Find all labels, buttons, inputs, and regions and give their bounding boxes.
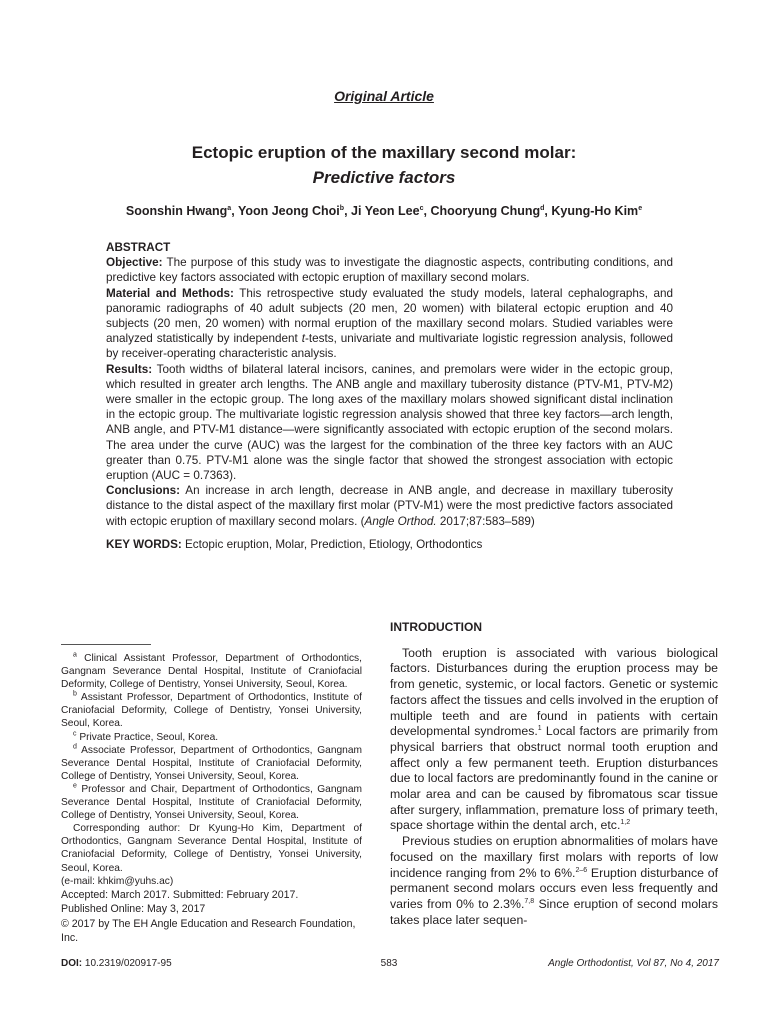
footnote-item: [61, 652, 362, 691]
reference-citation[interactable]: 2–6: [575, 866, 588, 874]
methods-text: This retrospective study evaluated the study models, lateral cephalographs, and panoramic radiographs of 40 adult subjects (20 men, 20 women) with bilateral ectopic eruption and 40 subjects (20 men, 20 women) with normal eruption of the maxillary second molars. Studied variables were analyzed statistically by independent: [106, 286, 673, 346]
abstract-conclusions: [106, 483, 673, 529]
footnote-item: [61, 783, 362, 822]
introduction-section: [390, 620, 718, 928]
reference-citation[interactable]: 1: [537, 725, 542, 733]
journal-info: Angle Orthodontist, Vol 87, No 4, 2017: [548, 958, 719, 969]
corresponding-author: Corresponding author: Dr Kyung-Ho Kim, Department of Orthodontics, Gangnam Severance Dental Hospital, Institute of Craniofacial Deformity, College of Dentistry, Yonsei University, Seoul, Korea.: [61, 823, 362, 874]
author-name: Chooryung Chung: [430, 204, 541, 218]
paragraph-text: Previous studies on eruption abnormalities of molars have focused on the maxillary first molars with reports of low incidence ranging from 2% to 6%.: [390, 834, 718, 880]
keywords-text: Ectopic eruption, Molar, Prediction, Etiology, Orthodontics: [185, 537, 483, 551]
paragraph-text: Tooth eruption is associated with various biological factors. Disturbances during the eruption process may be from genetic, systemic, or local factors. Genetic or systemic factors affect the tissues and cells involved in the eruption of multiple teeth and are found in patients with certain developmental syndromes.: [390, 645, 718, 739]
methods-t-symbol: t: [301, 332, 305, 346]
article-history: [61, 888, 362, 945]
footnote-item: [61, 731, 362, 744]
author-affiliation-mark: a: [227, 204, 232, 212]
author-affiliation-mark: d: [540, 204, 545, 212]
footnote-mark: d: [73, 743, 77, 751]
results-label: Results:: [106, 362, 153, 376]
title-subtitle: Predictive factors: [312, 168, 456, 187]
affiliation-footnotes: [61, 652, 362, 888]
doi-label: DOI:: [61, 958, 83, 969]
footnote-text: Private Practice, Seoul, Korea.: [79, 731, 219, 743]
introduction-paragraph: [390, 834, 718, 928]
accepted-date: Accepted: March 2017. Submitted: February 2017.: [61, 889, 299, 901]
footnote-text: Professor and Chair, Department of Orthodontics, Gangnam Severance Dental Hospital, Institute of Craniofacial Deformity, College of Dentistry, Yonsei University, Seoul, Korea.: [61, 783, 362, 822]
author-name: Yoon Jeong Choi: [237, 204, 340, 218]
objective-label: Objective:: [106, 256, 163, 270]
introduction-heading: INTRODUCTION: [390, 620, 482, 634]
footnote-text: Clinical Assistant Professor, Department of Orthodontics, Gangnam Severance Dental Hospital, Institute of Craniofacial Deformity, College of Dentistry, Yonsei University, Seoul, Korea.: [61, 653, 362, 691]
paragraph-text: Local factors are primarily from physical barriers that obstruct normal tooth eruption and affect only a few permanent teeth. Eruption disturbances due to local factors are predominantly found in the canine or molar area and can be caused by fibromatous scar tissue after surgery, inflammation, premature loss of primary teeth, space shortage within the dental arch, etc.: [390, 724, 718, 833]
results-text: Tooth widths of bilateral lateral incisors, canines, and premolars were wider in the ectopic group, which resulted in greater arch lengths. The ANB angle and maxillary tuberosity distance (PTV-M1, PTV-M2) were smaller in the ectopic group. The long axes of the maxillary molars showed significant distal inclination in the ectopic group. The multivariate logistic regression analysis showed that three key factors—arch length, ANB angle, and PTV-M1 distance—were significantly associated with ectopic eruption of the second molars. The area under the curve (AUC) was the largest for the combination of the three key factors with an AUC greater than 0.75. PTV-M1 alone was the single factor that showed the strongest association with ectopic eruption (AUC = 0.7363).: [106, 362, 673, 483]
footnote-mark: c: [73, 730, 77, 738]
citation-journal: Angle Orthod.: [364, 514, 437, 528]
abstract-results: [106, 362, 673, 484]
author-affiliation-mark: c: [419, 204, 424, 212]
author-affiliation-mark: e: [638, 204, 643, 212]
abstract-objective: [106, 255, 673, 285]
page-number: 583: [380, 958, 398, 969]
author-name: Soonshin Hwang: [125, 204, 228, 218]
author-name: Kyung-Ho Kim: [551, 204, 639, 218]
abstract-methods: [106, 286, 673, 362]
doi-reference[interactable]: [61, 958, 172, 969]
footnote-mark: a: [73, 651, 77, 659]
corresponding-email[interactable]: (e-mail: khkim@yuhs.ac): [61, 875, 174, 887]
paragraph-text: Eruption disturbance of permanent second molars occurs even less frequently and varies from 0% to 2.3%.: [390, 865, 718, 911]
abstract-block: [106, 240, 673, 552]
footnote-text: Assistant Professor, Department of Orthodontics, Institute of Craniofacial Deformity, College of Dentistry, Yonsei University, Seoul, Korea.: [61, 692, 362, 730]
keywords-label: KEY WORDS:: [106, 537, 182, 551]
reference-citation[interactable]: 7,8: [524, 897, 535, 905]
conclusions-label: Conclusions:: [106, 484, 181, 498]
copyright-notice: © 2017 by The EH Angle Education and Research Foundation, Inc.: [61, 917, 356, 944]
doi-value: 10.2319/020917-95: [82, 958, 172, 969]
page-footer: [61, 958, 719, 972]
objective-text: The purpose of this study was to investigate the diagnostic aspects, contributing conditions, and predictive key factors associated with ectopic eruption of maxillary second molars.: [106, 256, 673, 285]
footnote-mark: b: [73, 690, 77, 698]
author-name: Ji Yeon Lee: [351, 204, 420, 218]
abstract-keywords: [106, 537, 673, 552]
article-title: [0, 140, 768, 190]
published-date: Published Online: May 3, 2017: [61, 903, 206, 916]
methods-text-cont: -tests, univariate and multivariate logistic regression analysis, followed by receiver-operating characteristic analysis.: [106, 332, 673, 361]
author-list: Soonshin Hwang$^a$, Yoon Jeong Choi$^b$, Ji Yeon Lee$^c$, Chooryung Chung$^d$, Kyung-Ho Kim$^e$: [125, 204, 643, 218]
footnote-divider: [61, 644, 151, 645]
footnote-mark: e: [73, 782, 77, 790]
section-label: Original Article: [334, 88, 434, 104]
footnote-text: Associate Professor, Department of Orthodontics, Gangnam Severance Dental Hospital, Institute of Craniofacial Deformity, College of Dentistry, Yonsei University, Seoul, Korea.: [61, 744, 362, 782]
author-affiliation-mark: b: [339, 204, 345, 212]
paragraph-text: Since eruption of second molars takes place later sequen-: [390, 896, 718, 927]
conclusions-text: An increase in arch length, decrease in ANB angle, and decrease in maxillary tuberosity distance to the distal aspect of the maxillary first molar (PTV-M1) were the most predictive factors associated with ectopic eruption of maxillary second molars. (: [106, 484, 674, 528]
title-main: Ectopic eruption of the maxillary second molar:: [191, 143, 577, 162]
methods-label: Material and Methods:: [106, 286, 234, 300]
footnote-item: [61, 744, 362, 783]
introduction-paragraph: [390, 646, 718, 834]
reference-citation[interactable]: 1,2: [620, 819, 631, 827]
citation-details: 2017;87:583–589): [439, 514, 535, 528]
footnote-item: [61, 691, 362, 730]
abstract-heading: ABSTRACT: [106, 241, 171, 254]
